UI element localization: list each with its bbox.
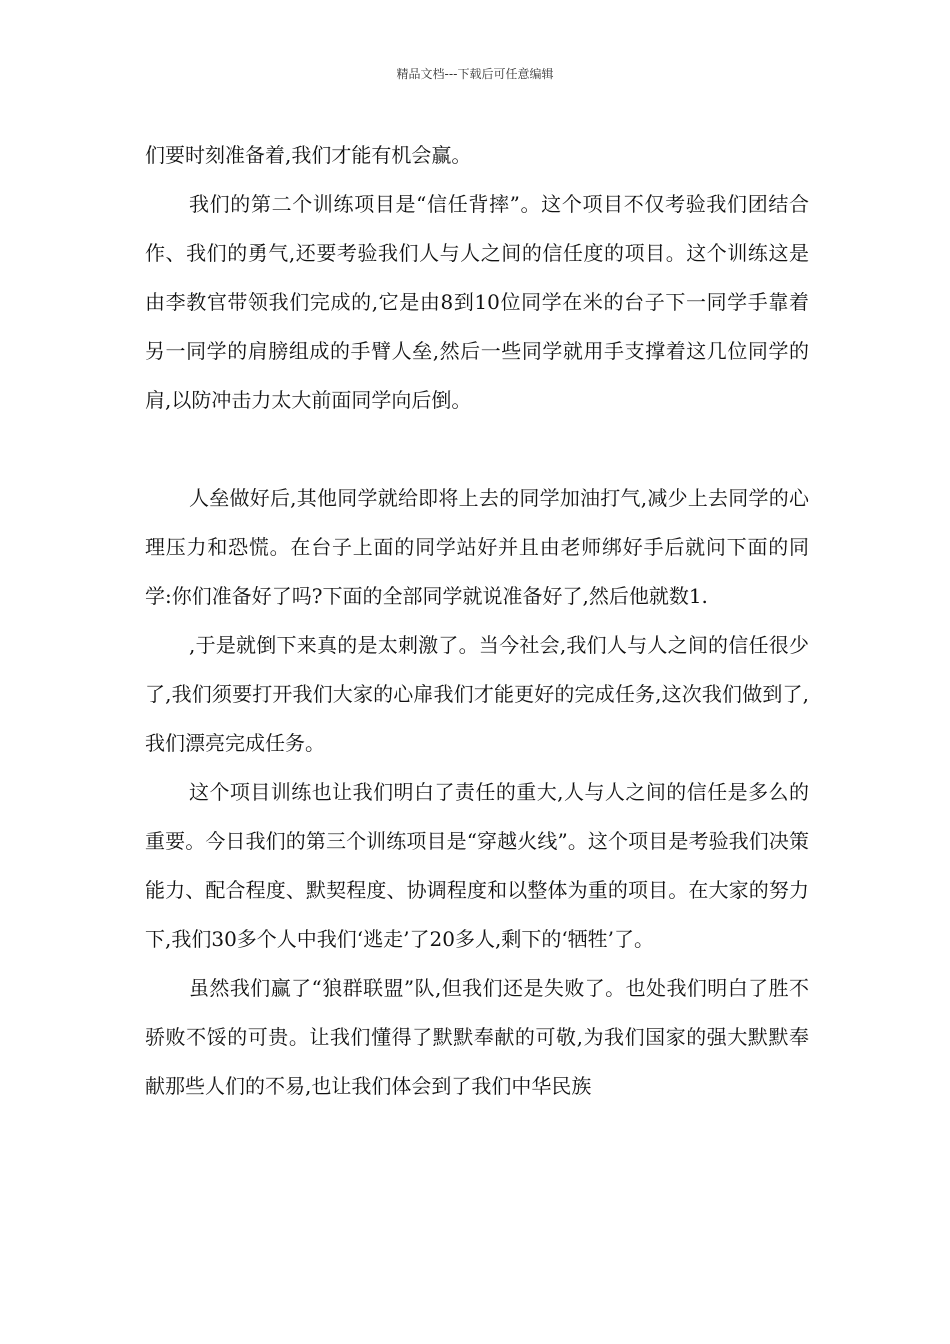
paragraph-fall-down: ,于是就倒下来真的是太刺激了。当今社会,我们人与人之间的信任很少了,我们须要打开我们大家的心扉我们才能更好的完成任务,这次我们做到了,我们漂亮完成任务。	[145, 633, 809, 755]
paragraph-human-wall: 人垒做好后,其他同学就给即将上去的同学加油打气,减少上去同学的心理压力和恐慌。在台子上面的同学站好并且由老师绑好手后就问下面的同学:你们准备好了吗?下面的全部同学就说准备好了,然后他就数1.	[145, 486, 809, 608]
paragraph-trust-fall: 我们的第二个训练项目是“信任背摔”。这个项目不仅考验我们团结合作、我们的勇气,还要考验我们人与人之间的信任度的项目。这个训练这是由李教官带领我们完成的,它是由8到10位同学在米的台子下一同学手靠着另一同学的肩膀组成的手臂人垒,然后一些同学就用手支撑着这几位同学的肩,以防冲击力太大前面同学向后倒。	[145, 192, 809, 412]
paragraph-third-project: 这个项目训练也让我们明白了责任的重大,人与人之间的信任是多么的重要。今日我们的第三个训练项目是“穿越火线”。这个项目是考验我们决策能力、配合程度、默契程度、协调程度和以整体为重的项目。在大家的努力下,我们30多个人中我们‘逃走’了20多人,剩下的‘牺牲’了。	[145, 780, 809, 951]
paragraph-continuation: 们要时刻准备着,我们才能有机会赢。	[145, 143, 472, 167]
document-body	[145, 131, 809, 1111]
page-header: 精品文档---下载后可任意编辑	[396, 67, 554, 81]
paragraph-conclusion: 虽然我们赢了“狼群联盟”队,但我们还是失败了。也处我们明白了胜不骄败不馁的可贵。让我们懂得了默默奉献的可敬,为我们国家的强大默默奉献那些人们的不易,也让我们体会到了我们中华民族	[145, 976, 809, 1098]
